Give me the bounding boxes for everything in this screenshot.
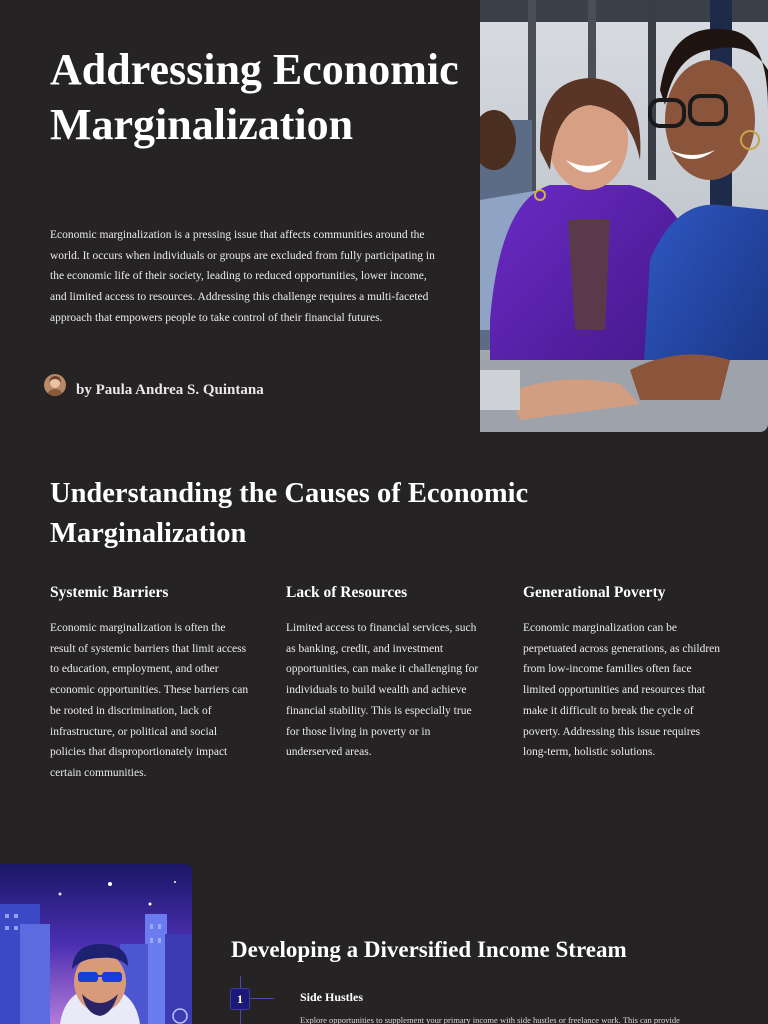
cause-card-text: Economic marginalization is often the result of systemic barriers that limit access to education, employment, and other economic opportunities. These barriers can be rooted in discrimination, lack of infrastructure, or political and social policies that disproportionately impact certain communities. — [50, 622, 249, 779]
step-title: Side Hustles — [300, 990, 364, 1004]
author-name: by Paula Andrea S. Quintana — [76, 381, 264, 398]
hero-intro-paragraph: Economic marginalization is a pressing issue that affects communities around the world. It occurs when individuals or groups are excluded from fully participating in the economic life of their society, leading to reduced opportunities, lower income, and limited access to resources. Addressing this challenge requires a multi-faceted approach that empowers people to take control of their financial futures. — [50, 229, 435, 324]
timeline-connector — [250, 998, 274, 999]
cause-card-systemic-barriers — [50, 582, 250, 784]
cause-card-text: Limited access to financial services, such as banking, credit, and investment opportunities, can make it challenging for individuals to build wealth and achieve financial stability. This is especially true for those living in poverty or in underserved areas. — [286, 622, 479, 759]
hero-photo-smiling-colleagues — [480, 0, 768, 432]
cause-card-title: Lack of Resources — [286, 584, 408, 601]
cause-card-generational-poverty — [523, 582, 723, 763]
author-byline — [44, 374, 264, 396]
cause-card-text: Economic marginalization can be perpetuated across generations, as children from low-income families often face limited opportunities and resources that make it difficult to break the cycle of poverty. Addressing this issue requires long-term, holistic solutions. — [523, 622, 721, 759]
page-title: Addressing Economic Marginalization — [50, 45, 459, 149]
step-text: Explore opportunities to supplement your primary income with side hustles or freelance work. This can provide — [300, 1015, 680, 1024]
author-avatar — [44, 374, 66, 396]
income-heading: Developing a Diversified Income Stream — [231, 937, 627, 962]
cause-card-lack-of-resources — [286, 582, 486, 763]
cause-card-title: Systemic Barriers — [50, 584, 169, 601]
causes-heading: Understanding the Causes of Economic Marginalization — [50, 478, 529, 549]
step-number-badge: 1 — [230, 988, 250, 1010]
cause-card-title: Generational Poverty — [523, 584, 666, 601]
income-illustration-city-man-sunglasses — [0, 864, 192, 1024]
